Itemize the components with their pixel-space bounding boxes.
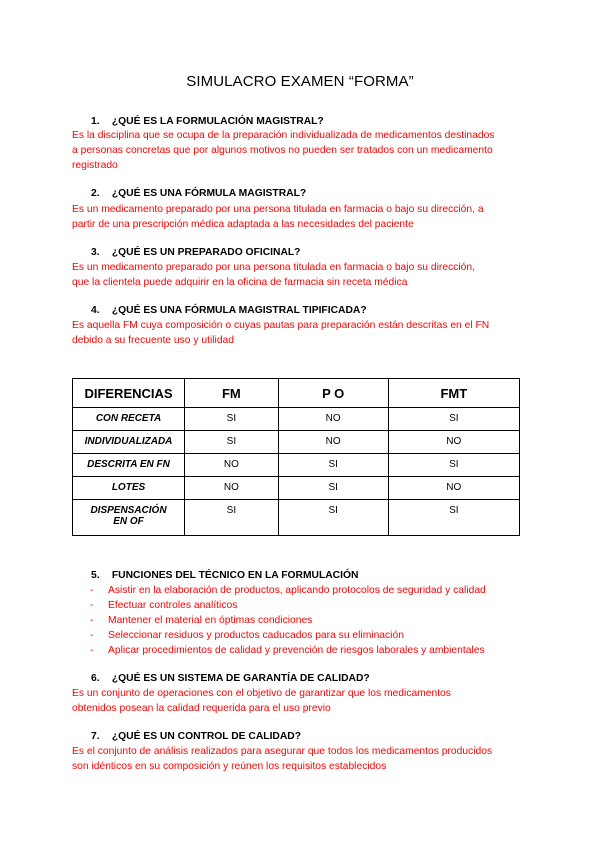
answer-line: Es la disciplina que se ocupa de la preparación individualizada de medicamentos destinados: [72, 130, 495, 141]
row-label-line: EN OF: [113, 516, 144, 527]
page-title: SIMULACRO EXAMEN “FORMA”: [186, 73, 414, 90]
table-cell: SI: [185, 408, 279, 431]
row-label: DESCRITA EN FN: [73, 454, 185, 477]
table-cell: SI: [185, 500, 279, 536]
list-item: [90, 613, 486, 628]
table-cell: SI: [185, 431, 279, 454]
row-label: INDIVIDUALIZADA: [73, 431, 185, 454]
answer-4: [72, 318, 542, 348]
question-number: 6.: [91, 673, 100, 684]
question-number: 2.: [91, 188, 100, 199]
answer-7: [72, 744, 542, 774]
question-number: 4.: [91, 305, 100, 316]
table-cell: SI: [388, 500, 519, 536]
dash-bullet: -: [90, 600, 94, 611]
answer-line: debido a su frecuente uso y utilidad: [72, 335, 235, 347]
list-item-text: Aplicar procedimientos de calidad y prevención de riesgos laborales y ambientales: [108, 645, 485, 656]
table-cell: NO: [388, 431, 519, 454]
section-number: 5.: [91, 570, 100, 581]
list-item: [90, 583, 486, 598]
table-row: [73, 408, 520, 431]
list-item-text: Asistir en la elaboración de productos, aplicando protocolos de seguridad y calidad: [108, 585, 486, 596]
row-label: CON RECETA: [73, 408, 185, 431]
question-number: 1.: [91, 116, 100, 127]
table-header: P O: [278, 379, 388, 408]
table-cell: NO: [278, 431, 388, 454]
question-text: ¿QUÉ ES UNA FÓRMULA MAGISTRAL TIPIFICADA?: [111, 305, 367, 316]
table-row: [73, 431, 520, 454]
answer-2: [72, 202, 542, 232]
answer-line: a personas concretas que por algunos motivos no pueden ser tratados con un medicamento: [72, 145, 493, 157]
question-1: [72, 116, 324, 127]
table-cell: SI: [278, 500, 388, 536]
answer-1: [72, 128, 542, 174]
table-cell: SI: [388, 408, 519, 431]
question-4: [72, 305, 367, 316]
answer-line: son idénticos en su composición y reúnen los requisitos establecidos: [72, 761, 387, 773]
answer-line: Es un conjunto de operaciones con el objetivo de garantizar que los medicamentos: [72, 688, 451, 699]
answer-line: registrado: [72, 160, 118, 172]
question-text: ¿QUÉ ES LA FORMULACIÓN MAGISTRAL?: [111, 116, 324, 127]
answer-line: partir de una prescripción médica adaptada a las necesidades del paciente: [72, 219, 414, 231]
table-cell: NO: [185, 477, 279, 500]
functions-list: [90, 583, 486, 658]
question-7: [72, 731, 301, 742]
list-item-text: Seleccionar residuos y productos caducados para su eliminación: [108, 630, 404, 641]
table-cell: SI: [278, 477, 388, 500]
list-item-text: Efectuar controles analíticos: [108, 600, 238, 611]
table-header: FMT: [388, 379, 519, 408]
table-header: FM: [185, 379, 279, 408]
question-2: [72, 188, 306, 199]
row-label: LOTES: [73, 477, 185, 500]
answer-line: que la clientela puede adquirir en la oficina de farmacia sin receta médica: [72, 277, 408, 289]
question-number: 3.: [91, 247, 100, 258]
question-number: 7.: [91, 731, 100, 742]
dash-bullet: -: [90, 630, 94, 641]
table-cell: NO: [388, 477, 519, 500]
differences-table: [72, 378, 520, 536]
table-row: [73, 500, 520, 536]
section-5-title: [72, 570, 358, 581]
answer-line: Es un medicamento preparado por una persona titulada en farmacia o bajo su dirección, a: [72, 204, 484, 215]
list-item: [90, 643, 486, 658]
question-text: ¿QUÉ ES UN PREPARADO OFICINAL?: [111, 247, 301, 258]
question-text: ¿QUÉ ES UN SISTEMA DE GARANTÍA DE CALIDAD?: [111, 673, 370, 684]
question-text: ¿QUÉ ES UN CONTROL DE CALIDAD?: [111, 731, 302, 742]
list-item-text: Mantener el material en óptimas condiciones: [108, 615, 313, 626]
question-text: ¿QUÉ ES UNA FÓRMULA MAGISTRAL?: [111, 188, 307, 199]
table-row: [73, 454, 520, 477]
row-label-line: DISPENSACIÓN: [90, 505, 167, 516]
dash-bullet: -: [90, 585, 94, 596]
row-label: [73, 500, 185, 536]
answer-6: [72, 686, 542, 716]
question-3: [72, 247, 300, 258]
table-cell: NO: [278, 408, 388, 431]
table-header: DIFERENCIAS: [73, 379, 185, 408]
table-header-row: [73, 379, 520, 408]
answer-3: [72, 260, 542, 290]
table-cell: SI: [278, 454, 388, 477]
table-cell: SI: [388, 454, 519, 477]
answer-line: Es el conjunto de análisis realizados para asegurar que todos los medicamentos producidos: [72, 746, 493, 757]
list-item: [90, 598, 486, 613]
answer-line: obtenidos posean la calidad requerida para el uso previo: [72, 703, 331, 715]
answer-line: Es aquella FM cuya composición o cuyas pautas para preparación están descritas en el FN: [72, 320, 490, 331]
dash-bullet: -: [90, 645, 94, 656]
table-cell: NO: [185, 454, 279, 477]
dash-bullet: -: [90, 615, 94, 626]
section-text: FUNCIONES DEL TÉCNICO EN LA FORMULACIÓN: [111, 570, 359, 581]
list-item: [90, 628, 486, 643]
answer-line: Es un medicamento preparado por una persona titulada en farmacia o bajo su dirección,: [72, 262, 475, 273]
question-6: [72, 673, 370, 684]
table-row: [73, 477, 520, 500]
